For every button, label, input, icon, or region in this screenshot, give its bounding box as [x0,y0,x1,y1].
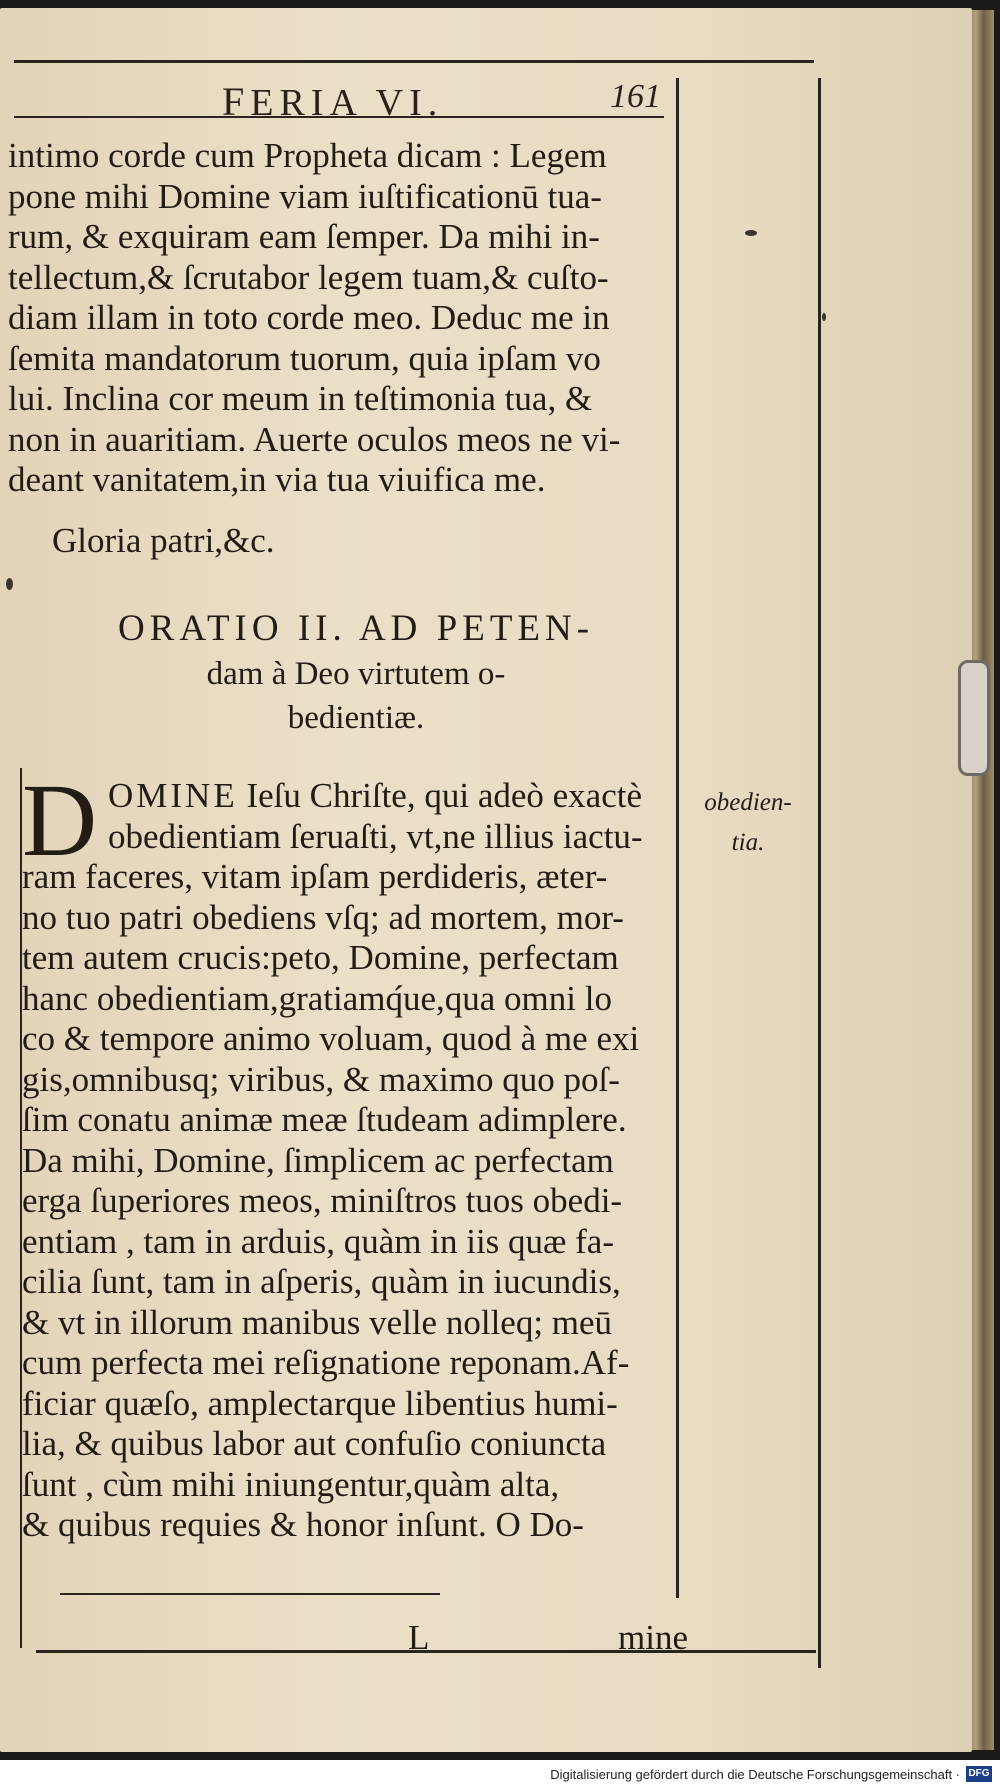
text-line: ſemita mandatorum tuorum, quia ipſam vo [8,338,601,378]
binding-clip [958,660,990,776]
text-line: & vt in illorum manibus velle nolleq; meū [22,1302,613,1342]
text-line: ſunt , cùm mihi iniungentur,quàm alta, [22,1464,560,1504]
page-number: 161 [610,78,661,115]
prayer-text-block [22,763,643,1546]
text-line: cilia ſunt, tam in aſperis, quàm in iucundis, [22,1262,621,1301]
top-rule [14,60,814,63]
ink-speck [6,578,13,590]
text-line: ram faceres, vitam ipſam perdideris, æter- [22,857,608,896]
text-line: no tuo patri obediens vſq; ad mortem, mor- [22,897,624,937]
text-line: intimo corde cum Propheta dicam : Legem [8,136,607,175]
text-line: erga ſuperiores meos, miniſtros tuos obedi- [22,1181,623,1220]
ink-speck [822,313,826,321]
first-line-rest: Ieſu Chriſte, qui adeò exactè [237,776,642,815]
text-line: cum perfecta mei reſignatione reponam.Af- [22,1343,630,1382]
text-line: hanc obedientiam,gratiamq́ue,qua omni lo [22,978,612,1018]
catchword: mine [618,1618,688,1657]
running-head-title: FERIA VI. [222,79,444,124]
signature-mark: L [408,1618,430,1657]
gloria-line: Gloria patri,&c. [52,521,275,560]
text-line: deant vanitatem,in via tua viuifica me. [8,460,546,499]
right-frame-rule [818,78,821,1668]
text-line: lui. Inclina cor meum in teſtimonia tua, & [8,379,593,418]
oratio-heading-line: dam à Deo virtutem o- [206,656,506,692]
marginal-note-line: tia. [731,829,765,856]
text-line: & quibus requies & honor inſunt. O Do- [22,1505,584,1544]
text-line: ſim conatu animæ meæ ſtudeam adimplere. [22,1100,627,1139]
text-line: tem autem crucis:peto, Domine, perfectam [22,938,619,977]
first-word: OMINE [108,776,238,815]
text-line: ficiar quæſo, amplectarque libentius humi- [22,1383,618,1423]
text-line: tellectum,& ſcrutabor legem tuam,& cuſto- [8,257,609,297]
oratio-heading [20,606,692,740]
oratio-heading-line: ORATIO II. AD PETEN- [117,608,595,649]
footer-bar [0,1760,1000,1791]
marginal-note [698,783,798,863]
text-line: pone mihi Domine viam iuſtificationū tua- [8,176,602,216]
running-head [0,78,680,124]
drop-cap: D [22,763,98,878]
ink-speck [745,230,757,236]
text-line: Da mihi, Domine, ſimplicem ac perfectam [22,1140,614,1180]
under-text-rule [60,1593,440,1595]
marginal-note-line: obedien- [704,789,792,816]
text-line: co & tempore animo voluam, quod à me exi [22,1019,640,1058]
footer-credit: Digitalisierung gefördert durch die Deutsche Forschungsgemeinschaft · [550,1767,960,1782]
text-line: obedientiam ſeruaſti, vt,ne illius iactu- [108,816,643,856]
psalm-text-block [8,136,620,501]
text-line: non in auaritiam. Auerte oculos meos ne vi- [8,419,621,459]
oratio-heading-line: bedientiæ. [287,700,425,736]
text-line: entiam , tam in arduis, quàm in iis quæ fa- [22,1221,614,1261]
text-line: diam illam in toto corde meo. Deduc me in [8,298,610,337]
dfg-logo-icon: DFG [966,1766,992,1782]
text-line: gis,omnibusq; viribus, & maximo quo poſ- [22,1059,620,1099]
text-column-rule [676,78,679,1598]
book-page [0,8,972,1752]
text-line: lia, & quibus labor aut confuſio coniuncta [22,1424,607,1463]
text-line [22,776,643,817]
text-line: rum, & exquiram eam ſemper. Da mihi in- [8,217,600,256]
